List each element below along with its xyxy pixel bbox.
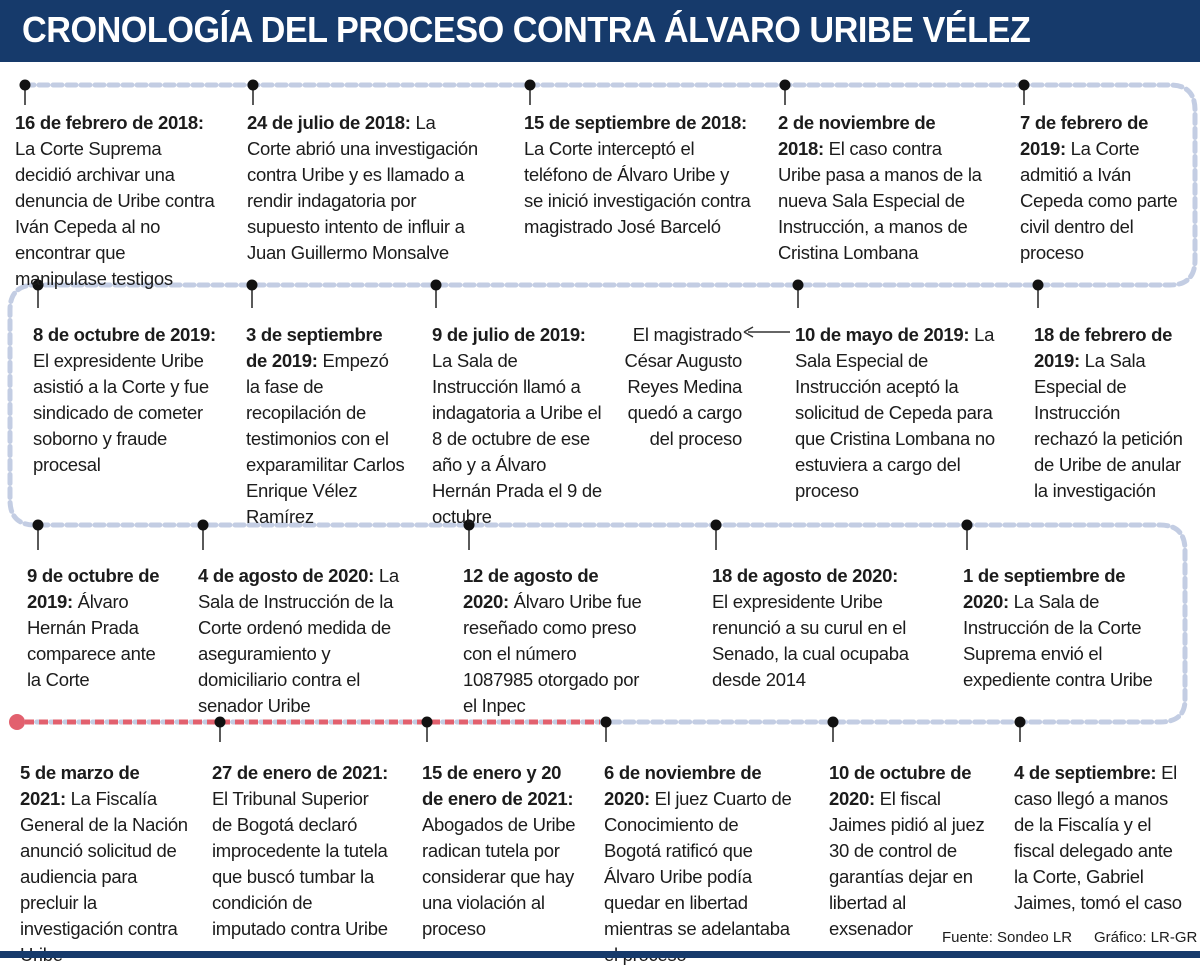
event-18-feb-2019 xyxy=(1034,322,1184,504)
event-5-mar-2021 xyxy=(20,760,190,968)
marker-dot xyxy=(793,280,804,291)
event-date: 9 de julio de 2019: xyxy=(432,324,586,345)
event-date: 24 de julio de 2018: xyxy=(247,112,411,133)
event-12-aug-2020 xyxy=(463,563,643,719)
event-2-nov-2018 xyxy=(778,110,983,266)
marker-dot xyxy=(525,80,536,91)
event-date: 4 de agosto de 2020: xyxy=(198,565,374,586)
marker-dot xyxy=(247,280,258,291)
event-text: El caso contra Uribe pasa a manos de la nueva Sala Especial de Instrucción, a manos de Cristina Lombana xyxy=(778,138,982,263)
event-text: El Tribunal Superior de Bogotá declaró improcedente la tutela que buscó tumbar la condición de imputado contra Uribe xyxy=(212,788,388,939)
event-text: Empezó la fase de recopilación de testimonios con el exparamilitar Carlos Enrique Vélez Ramírez xyxy=(246,350,405,527)
footer-bar xyxy=(0,951,1200,958)
side-note xyxy=(620,322,742,452)
event-date: 15 de septiembre de 2018: xyxy=(524,112,747,133)
marker-dot xyxy=(33,520,44,531)
footer-credit: Gráfico: LR-GR xyxy=(1094,929,1198,946)
event-3-sep-2019 xyxy=(246,322,406,530)
event-text: El caso llegó a manos de la Fiscalía y el fiscal delegado ante la Corte, Gabriel Jaimes, tomó el caso xyxy=(1014,762,1182,913)
event-10-may-2019 xyxy=(795,322,1000,504)
event-text: La Corte admitió a Iván Cepeda como parte civil dentro del proceso xyxy=(1020,138,1178,263)
marker-dot xyxy=(962,520,973,531)
event-text: La Corte interceptó el teléfono de Álvaro Uribe y se inició investigación contra magistrado José Barceló xyxy=(524,138,751,237)
event-text: El juez Cuarto de Conocimiento de Bogotá ratificó que Álvaro Uribe podía quedar en libertad mientras se adelantaba xyxy=(604,788,792,939)
event-date: 18 de agosto de 2020: xyxy=(712,565,898,586)
side-note-text: El magistrado César Augusto Reyes Medina quedó a cargo del proceso xyxy=(624,324,742,449)
event-date: 10 de mayo de 2019: xyxy=(795,324,970,345)
event-date: 8 de octubre de 2019: xyxy=(33,324,216,345)
event-24-jul-2018 xyxy=(247,110,482,266)
marker-dot xyxy=(1019,80,1030,91)
marker-dot xyxy=(20,80,31,91)
event-date: 5 de marzo de 2021: xyxy=(20,762,140,809)
page-title: CRONOLOGÍA DEL PROCESO CONTRA ÁLVARO URIBE VÉLEZ xyxy=(22,9,1031,50)
timeline-start-marker xyxy=(9,714,25,730)
event-text: La Sala Especial de Instrucción aceptó la solicitud de Cepeda para que Cristina Lombana no estuviera a cargo del proceso xyxy=(795,324,995,501)
event-date: 6 de noviembre de 2020: xyxy=(604,762,762,809)
event-date: 27 de enero de 2021: xyxy=(212,762,389,783)
event-date: 12 de agosto de 2020: xyxy=(463,565,599,612)
event-1-sep-2020 xyxy=(963,563,1153,693)
marker-dot xyxy=(1015,717,1026,728)
event-text: La Sala Especial de Instrucción rechazó la petición de Uribe de anular la investigación xyxy=(1034,350,1183,501)
marker-dot xyxy=(780,80,791,91)
event-text: El expresidente Uribe asistió a la Corte y fue sindicado de cometer soborno y fraude procesal xyxy=(33,350,209,475)
event-date: 16 de febrero de 2018: xyxy=(15,112,204,133)
event-4-aug-2020 xyxy=(198,563,423,719)
event-date: 18 de febrero de 2019: xyxy=(1034,324,1173,371)
event-text: La Sala de Instrucción de la Corte Suprema envió el expediente contra Uribe xyxy=(963,591,1153,690)
event-6-nov-2020 xyxy=(604,760,799,968)
marker-dot xyxy=(1033,280,1044,291)
event-10-oct-2020 xyxy=(829,760,991,942)
event-text: El fiscal Jaimes pidió al juez 30 de control de garantías dejar en libertad al exsenador xyxy=(829,788,985,939)
event-16-feb-2018 xyxy=(15,110,215,292)
event-9-jul-2019 xyxy=(432,322,602,530)
event-date: 1 de septiembre de 2020: xyxy=(963,565,1126,612)
event-15-20-jan-2021 xyxy=(422,760,584,942)
marker-dot xyxy=(431,280,442,291)
marker-dot xyxy=(828,717,839,728)
marker-dot xyxy=(422,717,433,728)
event-text: La Fiscalía General de la Nación anunció solicitud de audiencia para precluir la investigación contra xyxy=(20,788,188,939)
event-8-oct-2019 xyxy=(33,322,218,478)
marker-dot xyxy=(198,520,209,531)
event-text: Álvaro Uribe fue reseñado como preso con el número 1087985 otorgado por el Inpec xyxy=(463,591,642,716)
event-text: El expresidente Uribe renunció a su curul en el Senado, la cual ocupaba desde 2014 xyxy=(712,591,909,690)
marker-dot xyxy=(248,80,259,91)
event-4-sep-2020 xyxy=(1014,760,1184,916)
event-text: La Sala de Instrucción de la Corte ordenó medida de aseguramiento y domiciliario contra el senador Uribe xyxy=(198,565,399,716)
event-text: La Sala de Instrucción llamó a indagatoria a Uribe el 8 de octubre de ese año y a Álvaro Hernán Prada el 9 de octubre xyxy=(432,350,602,527)
event-text: La Corte Suprema decidió archivar una denuncia de Uribe contra Iván Cepeda al no encontrar que manipulase testigos xyxy=(15,138,215,289)
event-18-aug-2020 xyxy=(712,563,910,693)
event-9-oct-2019 xyxy=(27,563,162,693)
event-27-jan-2021 xyxy=(212,760,390,942)
event-date: 15 de enero y 20 de enero de 2021: xyxy=(422,762,574,809)
event-text: Álvaro Hernán Prada comparece ante la Corte xyxy=(27,591,156,690)
event-date: 4 de septiembre: xyxy=(1014,762,1157,783)
event-date: 10 de octubre de 2020: xyxy=(829,762,972,809)
event-date: 3 de septiembre de 2019: xyxy=(246,324,383,371)
footer-source: Fuente: Sondeo LR xyxy=(942,929,1073,946)
event-15-sep-2018 xyxy=(524,110,752,240)
event-date: 7 de febrero de 2019: xyxy=(1020,112,1149,159)
event-text: La Corte abrió una investigación contra Uribe y es llamado a rendir indagatoria por supuesto intento de influir a Juan Guillermo Monsalve xyxy=(247,112,478,263)
event-7-feb-2019 xyxy=(1020,110,1180,266)
event-date: 2 de noviembre de 2018: xyxy=(778,112,936,159)
event-date: 9 de octubre de 2019: xyxy=(27,565,160,612)
marker-dot xyxy=(711,520,722,531)
event-text: Abogados de Uribe radican tutela por considerar que hay una violación al proceso xyxy=(422,814,576,939)
